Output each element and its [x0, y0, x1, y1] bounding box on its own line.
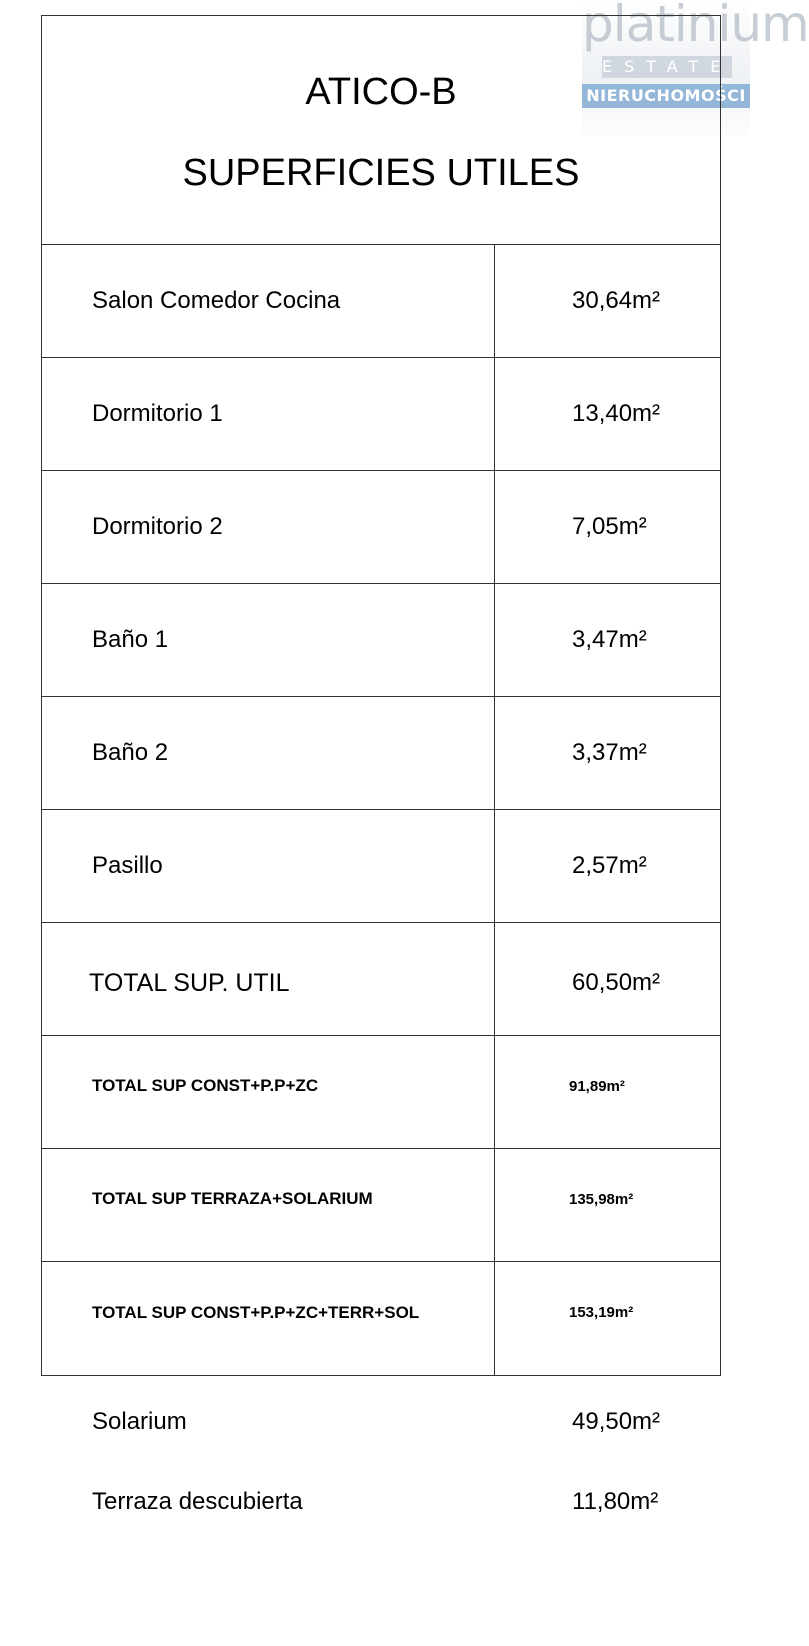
table-header: [42, 16, 720, 245]
total-area: 60,50m²: [572, 969, 661, 996]
table-row: [42, 245, 720, 358]
room-area: 3,37m²: [572, 739, 647, 766]
room-name: Salon Comedor Cocina: [42, 245, 495, 357]
room-name: Baño 2: [42, 697, 495, 809]
table-row: [42, 584, 720, 697]
total-area: 153,19m²: [569, 1304, 634, 1321]
extra-area: 11,80m²: [572, 1488, 659, 1515]
room-area: 3,47m²: [572, 626, 647, 653]
total-area: 91,89m²: [569, 1077, 625, 1095]
total-all-row: [42, 1262, 720, 1375]
table-row: [42, 471, 720, 584]
room-area: 2,57m²: [572, 852, 647, 879]
room-name: Dormitorio 2: [42, 471, 495, 583]
table-row: [42, 358, 720, 471]
total-label: TOTAL SUP TERRAZA+SOLARIUM: [42, 1149, 495, 1261]
room-area: 30,64m²: [572, 287, 661, 314]
total-label: TOTAL SUP. UTIL: [42, 923, 495, 1035]
room-area: 13,40m²: [572, 400, 661, 427]
extra-name: Terraza descubierta: [92, 1488, 303, 1515]
surface-table: [41, 15, 721, 1376]
room-name: Pasillo: [42, 810, 495, 922]
total-constructed-row: [42, 1036, 720, 1149]
table-row: [42, 697, 720, 810]
extra-area: 49,50m²: [572, 1408, 661, 1435]
room-name: Baño 1: [42, 584, 495, 696]
logo-nieruchomosci: NIERUCHOMOŚCI: [582, 84, 750, 108]
total-label: TOTAL SUP CONST+P.P+ZC: [42, 1036, 495, 1148]
extra-row-solarium: [92, 1408, 712, 1436]
logo-estate: ESTATE: [602, 57, 733, 76]
page-subtitle: SUPERFICIES UTILES: [182, 152, 580, 194]
total-area: 135,98m²: [569, 1190, 634, 1208]
page-title: ATICO-B: [305, 71, 457, 113]
room-name: Dormitorio 1: [42, 358, 495, 470]
room-area: 7,05m²: [572, 513, 647, 540]
extra-name: Solarium: [92, 1408, 187, 1435]
table-row: [42, 810, 720, 923]
total-useful-row: [42, 923, 720, 1036]
extra-row-terraza: [92, 1488, 712, 1516]
total-terrace-row: [42, 1149, 720, 1262]
logo-word: platinium: [582, 0, 809, 53]
total-label: TOTAL SUP CONST+P.P+ZC+TERR+SOL: [42, 1262, 495, 1375]
